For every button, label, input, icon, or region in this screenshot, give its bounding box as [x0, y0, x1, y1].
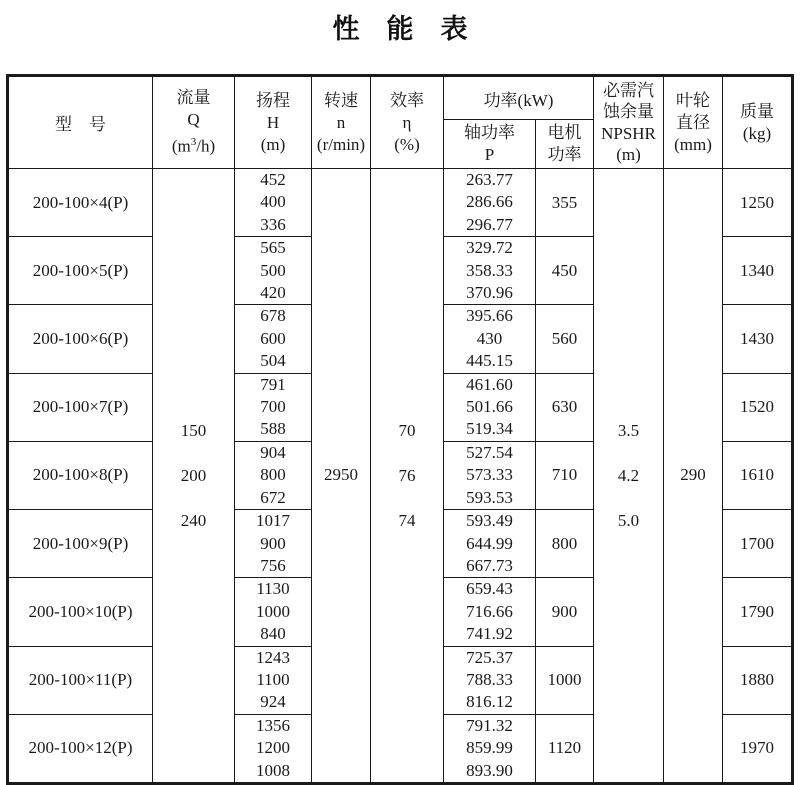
col-header-motor-power: 电机 功率: [536, 120, 594, 169]
col-header-head: [235, 76, 312, 169]
mass-cell: 1790: [723, 578, 793, 646]
flow-label: 流量: [176, 88, 211, 108]
mass-cell: 1430: [723, 305, 793, 373]
col-header-npshr: 必需汽 蚀余量 NPSHR (m): [594, 76, 664, 169]
mass-cell: 1610: [723, 441, 793, 509]
speed-unit: (r/min): [316, 134, 366, 154]
model-cell: 200-100×8(P): [8, 441, 153, 509]
speed-column: 2950: [312, 169, 371, 784]
col-header-impeller: 叶轮 直径 (mm): [664, 76, 723, 169]
performance-table: [6, 74, 794, 785]
shaft-power-cell: 263.77 286.66 296.77: [444, 169, 536, 237]
efficiency-unit: (%): [394, 134, 420, 154]
motor-power-cell: 1000: [536, 646, 594, 714]
col-header-efficiency: [371, 76, 444, 169]
flow-column: 150 200 240: [153, 169, 235, 784]
motor-power-cell: 450: [536, 237, 594, 305]
flow-symbol: Q: [187, 110, 200, 130]
head-cell: 1243 1100 924: [235, 646, 312, 714]
head-cell: 1356 1200 1008: [235, 714, 312, 783]
head-label: 扬程: [256, 90, 290, 110]
efficiency-symbol: η: [402, 112, 412, 132]
npshr-column: 3.5 4.2 5.0: [594, 169, 664, 784]
col-header-flow: [153, 76, 235, 169]
mass-cell: 1340: [723, 237, 793, 305]
model-cell: 200-100×9(P): [8, 510, 153, 578]
motor-power-cell: 800: [536, 510, 594, 578]
model-cell: 200-100×10(P): [8, 578, 153, 646]
efficiency-column: 70 76 74: [371, 169, 444, 784]
shaft-power-cell: 395.66 430 445.15: [444, 305, 536, 373]
mass-cell: 1970: [723, 714, 793, 783]
head-cell: 565 500 420: [235, 237, 312, 305]
head-unit: (m): [260, 134, 286, 154]
head-cell: 678 600 504: [235, 305, 312, 373]
head-cell: 791 700 588: [235, 373, 312, 441]
model-cell: 200-100×4(P): [8, 169, 153, 237]
col-header-power-group: 功率(kW): [444, 76, 594, 120]
shaft-power-cell: 593.49 644.99 667.73: [444, 510, 536, 578]
speed-label: 转速: [324, 90, 358, 110]
shaft-power-cell: 329.72 358.33 370.96: [444, 237, 536, 305]
mass-cell: 1250: [723, 169, 793, 237]
impeller-column: 290: [664, 169, 723, 784]
head-cell: 904 800 672: [235, 441, 312, 509]
mass-cell: 1700: [723, 510, 793, 578]
shaft-power-cell: 461.60 501.66 519.34: [444, 373, 536, 441]
head-cell: 1017 900 756: [235, 510, 312, 578]
motor-power-cell: 630: [536, 373, 594, 441]
head-symbol: H: [266, 112, 280, 132]
shaft-power-cell: 791.32 859.99 893.90: [444, 714, 536, 783]
table-row: [8, 169, 793, 237]
col-header-model: 型 号: [8, 76, 153, 169]
model-cell: 200-100×7(P): [8, 373, 153, 441]
model-cell: 200-100×12(P): [8, 714, 153, 783]
mass-cell: 1520: [723, 373, 793, 441]
model-cell: 200-100×11(P): [8, 646, 153, 714]
motor-power-cell: 900: [536, 578, 594, 646]
shaft-power-cell: 725.37 788.33 816.12: [444, 646, 536, 714]
flow-unit: $(m^3/h)$: [171, 136, 216, 156]
col-header-shaft-power: 轴功率 P: [444, 120, 536, 169]
shaft-power-cell: 527.54 573.33 593.53: [444, 441, 536, 509]
motor-power-cell: 710: [536, 441, 594, 509]
speed-symbol: n: [336, 112, 346, 132]
motor-power-cell: 355: [536, 169, 594, 237]
col-header-mass: 质量 (kg): [723, 76, 793, 169]
head-cell: 1130 1000 840: [235, 578, 312, 646]
shaft-power-cell: 659.43 716.66 741.92: [444, 578, 536, 646]
model-cell: 200-100×5(P): [8, 237, 153, 305]
motor-power-cell: 1120: [536, 714, 594, 783]
col-header-speed: [312, 76, 371, 169]
motor-power-cell: 560: [536, 305, 594, 373]
page-title: 性 能 表: [332, 14, 468, 44]
head-cell: 452 400 336: [235, 169, 312, 237]
efficiency-label: 效率: [390, 90, 424, 110]
mass-cell: 1880: [723, 646, 793, 714]
model-cell: 200-100×6(P): [8, 305, 153, 373]
